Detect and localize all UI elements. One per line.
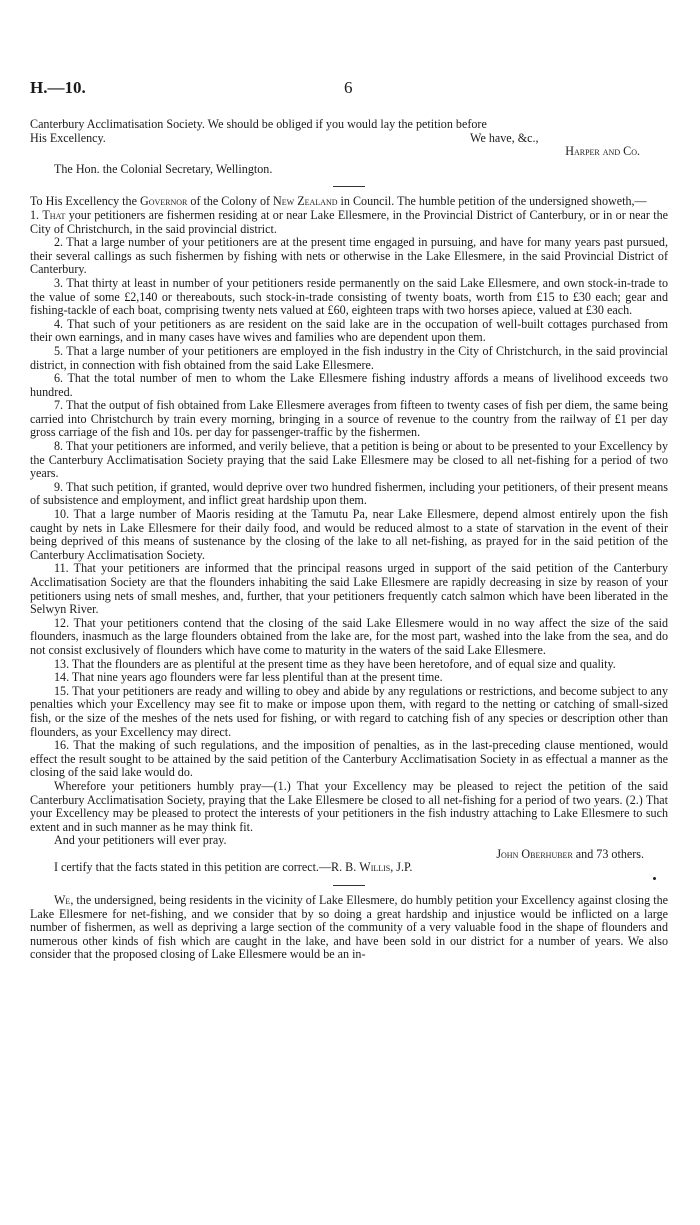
petition-paragraph: 11. That your petitioners are informed that the principal reasons urged in support of the said petition of the Canterbury Acclimatisation Society are that the flounders inhabiting the said Lake Ellesmere are rapidly decreasing in size by reason of your petitioners using nets of small meshes, and, further, that your petitioners frequently catch salmon which have been liberated in the Selwyn River.	[30, 561, 668, 617]
letter-signature: Harper and Co.	[565, 144, 640, 159]
certifier-name: Willis	[359, 860, 391, 875]
petition-paragraph: 15. That your petitioners are ready and willing to obey and abide by any regulations or restrictions, and become subject to any penalties which your Excellency may see fit to make or impose upon them, with regard to the netting or catching of small-sized fish, or the size of the meshes of the nets used for fishing, or with regard to catching fish of any species or description other than flounders, as your Excellency may direct.	[30, 683, 668, 739]
margin-mark	[653, 877, 656, 880]
section-divider	[333, 885, 365, 886]
second-petition-text: We, the undersigned, being residents in the vicinity of Lake Ellesmere, do humbly petition your Excellency against closing the Lake Ellesmere for net-fishing, and we consider that by so doing a great hardship and injustice would be inflicted on a large number of fishermen, as well as depriving a large section of the community of a very valuable food in the shape of flounders and numerous other kinds of fish which are caught in the lake, and have been sold in our district for a number of years. We also consider that the proposed closing of Lake Ellesmere would be an in-	[30, 893, 668, 962]
page-header	[30, 78, 668, 118]
section-divider	[333, 186, 365, 187]
page-number: 6	[344, 78, 353, 97]
petition-paragraph: 10. That a large number of Maoris residing at the Tamutu Pa, near Lake Ellesmere, depend almost entirely upon the fish caught by nets in Lake Ellesmere for their daily food, and would be reduced almost to a state of starvation in the event of their being deprived of this means of sustenance by the closing of the lake to all net-fishing, as prayed for in the said petition of the Canterbury Acclimatisation Society.	[30, 507, 668, 562]
page-reference: H.—10.	[30, 78, 86, 97]
petition-prayer: Wherefore your petitioners humbly pray—(1.) That your Excellency may be pleased to reject the petition of the said Canterbury Acclimatisation Society, praying that the Lake Ellesmere be closed to all net-fishing for a period of two years. (2.) That your Excellency may be pleased to protect the interests of your petitioners in the fish industry attaching to Lake Ellesmere to such extent and in such manner as he may think fit.	[30, 778, 668, 834]
petition-paragraph: 3. That thirty at least in number of your petitioners reside permanently on the said Lake Ellesmere, and own stock-in-trade to the value of some £2,140 or thereabouts, such stock-in-trade consisting of twenty boats, worth from £15 to £30 each; gear and fishing-tackle of each boat, comprising twenty nets valued at £60, eighteen traps with two horses apiece, valued at £30 each.	[30, 275, 668, 318]
petition-paragraph-1: 1. That your petitioners are fishermen residing at or near Lake Ellesmere, in the Provincial District of Canterbury, or in or near the City of Christchurch, in the said provincial district.	[30, 207, 668, 236]
petition-heading: To His Excellency the Governor of the Colony of New Zealand in Council. The humble petition of the undersigned showeth,—	[30, 194, 647, 209]
certification: I certify that the facts stated in this petition are correct.—R. B. Willis, J.P.	[54, 860, 413, 875]
letter-addressee: The Hon. the Colonial Secretary, Wellington.	[54, 161, 273, 176]
letter-line: Canterbury Acclimatisation Society. We should be obliged if you would lay the petition before	[30, 117, 487, 131]
governor-word: Governor	[139, 194, 188, 209]
letter-line-left: His Excellency.	[30, 130, 106, 145]
new-zealand-word: New Zealand	[273, 194, 338, 209]
petition-paragraph: 2. That a large number of your petitioners are at the present time engaged in pursuing, and have for many years past pursued, their several callings as such fishermen by fishing with nets or otherwise in the Lake Ellesmere, in the said Provincial District of Canterbury.	[30, 235, 668, 277]
petition-paragraph: 12. That your petitioners contend that the closing of the said Lake Ellesmere would in no way affect the size of the said flounders, inasmuch as the large flounders obtained from the lake are, for the most part, washed into the lake from the sea, and do not consist exclusively of flounders which have come to maturity in the waters of the said Lake Ellesmere.	[30, 615, 668, 657]
signatory-name: John Oberhuber	[496, 846, 573, 861]
petition-closing: And your petitioners will ever pray.	[54, 833, 227, 848]
petition-paragraph: 8. That your petitioners are informed, and verily believe, that a petition is being or about to be presented to your Excellency by the Canterbury Acclimatisation Society praying that the said Lake Ellesmere may be closed to all net-fishing for a period of two years.	[30, 439, 668, 481]
letter-closing: We have, &c.,	[470, 130, 539, 145]
petition-paragraph: 4. That such of your petitioners as are resident on the said lake are in the occupation of well-built cottages purchased from their own earnings, and in many cases have wives and families who are dependent upon them.	[30, 316, 668, 345]
petition-paragraph: 5. That a large number of your petitioners are employed in the fish industry in the City of Christchurch, in the said provincial district, in connection with fish obtained from the said Lake Ellesmere.	[30, 343, 668, 372]
second-petition	[30, 894, 668, 962]
petition-paragraph: 14. That nine years ago flounders were far less plentiful than at the present time.	[54, 670, 443, 685]
document-page	[30, 0, 668, 962]
cover-letter	[30, 118, 668, 176]
petition-paragraph: 13. That the flounders are as plentiful at the present time as they have been heretofore, and of equal size and quality.	[54, 656, 616, 671]
petition-paragraph: 7. That the output of fish obtained from Lake Ellesmere averages from fifteen to twenty cases of fish per diem, the same being carried into Christchurch by train every morning, bringing in a source of revenue to the country from the railway of £1 per day gross carriage of the fish and 10s. per day for passenger-traffic by the fishermen.	[30, 398, 668, 440]
petition	[30, 195, 668, 875]
petition-paragraph: 16. That the making of such regulations, and the imposition of penalties, as in the last-preceding clause mentioned, would effect the result sought to be attained by the said petition of the Canterbury Acclimatisation Society in as effectual a manner as the closing of the said lake would do.	[30, 738, 668, 780]
letter-closing-line	[30, 132, 668, 146]
petition-paragraph: 9. That such petition, if granted, would deprive over two hundred fishermen, including your petitioners, of their present means of subsistence and employment, and inflict great hardship upon them.	[30, 479, 668, 508]
petition-signature: John Oberhuber and 73 others.	[496, 846, 644, 861]
petition-paragraph: 6. That the total number of men to whom the Lake Ellesmere fishing industry affords a means of livelihood exceeds two hundred.	[30, 371, 668, 399]
